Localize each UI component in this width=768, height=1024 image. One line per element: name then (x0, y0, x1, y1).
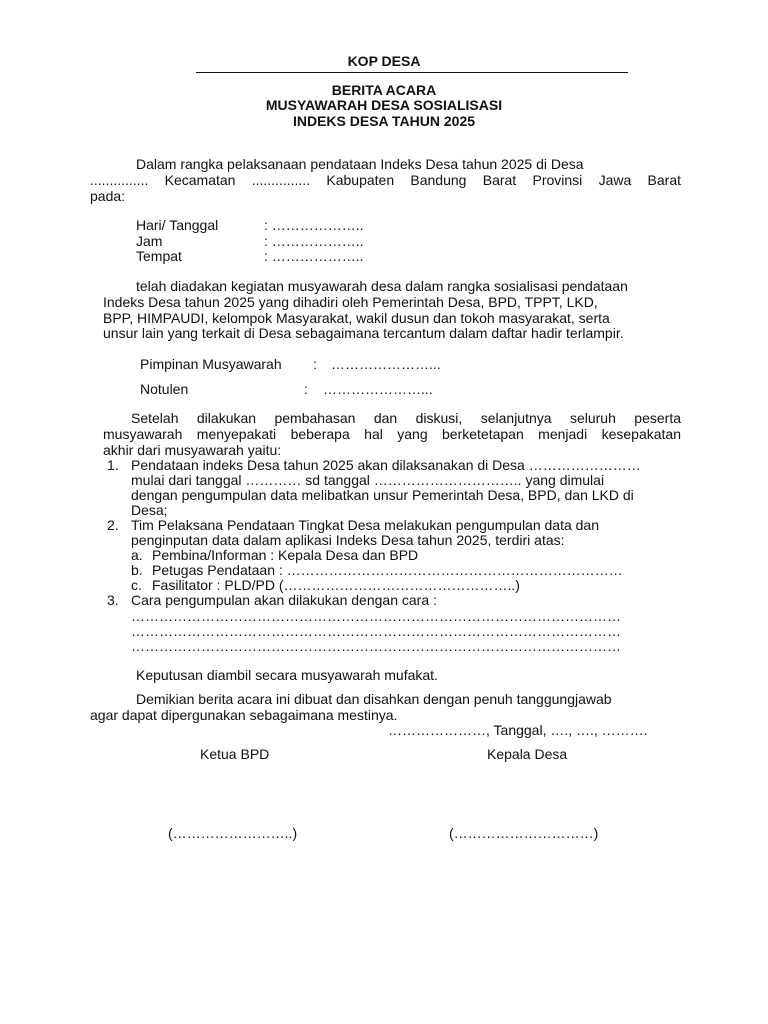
para3-line-1: Setelah dilakukan pembahasan dan diskusi, selanjutnya seluruh peserta (131, 410, 681, 426)
schedule-value-date: : ……………….. (264, 217, 364, 233)
notulen-colon: : (304, 381, 308, 397)
kop-desa: KOP DESA (347, 53, 421, 69)
intro-line-2: ............... Kecamatan ............... Kabupaten Bandung Barat Provinsi Jawa Barat (90, 172, 681, 188)
chair-label: Pimpinan Musyawarah (140, 356, 282, 372)
para3-line-3: akhir dari musyawarah yaitu: (103, 442, 282, 458)
item-2-sub-a: Pembina/Informan : Kepala Desa dan BPD (152, 547, 419, 563)
chair-colon: : (313, 356, 317, 372)
decision-text: Keputusan diambil secara musyawarah mufakat. (136, 667, 438, 683)
item-2-sub-a-marker: a. (131, 547, 143, 563)
item-1-line-1: Pendataan indeks Desa tahun 2025 akan dilaksanakan di Desa …………………… (131, 457, 641, 473)
document-subtitle-2: INDEKS DESA TAHUN 2025 (292, 113, 476, 129)
item-1-line-4: Desa; (131, 502, 168, 518)
item-1-line-2: mulai dari tanggal ………… sd tanggal ………………………….. yang dimulai (131, 472, 605, 488)
item-2-line-1: Tim Pelaksana Pendataan Tingkat Desa melakukan pengumpulan data dan (131, 517, 600, 533)
signature-title-bpd: Ketua BPD (200, 746, 270, 762)
item-3-number: 3. (107, 592, 119, 608)
closing-line-2: agar dapat dipergunakan sebagaimana mestinya. (90, 707, 398, 723)
document-subtitle: MUSYAWARAH DESA SOSIALISASI (265, 97, 503, 113)
schedule-label-time: Jam (136, 233, 163, 249)
schedule-label-place: Tempat (136, 248, 182, 264)
item-1-number: 1. (107, 457, 119, 473)
item-3-dots-3: …………………………………………………………………………………………… (131, 638, 621, 654)
item-2-sub-c: Fasilitator : PLD/PD (…………………………………………..) (152, 577, 520, 593)
place-date: …………………, Tanggal, …., …., ………. (388, 722, 648, 738)
closing-line-1: Demikian berita acara ini dibuat dan disahkan dengan penuh tanggungjawab (136, 691, 612, 707)
intro-line-1: Dalam rangka pelaksanaan pendataan Indeks Desa tahun 2025 di Desa (136, 156, 584, 172)
chair-value: …………………... (331, 356, 441, 372)
para2-line-3: BPP, HIMPAUDI, kelompok Masyarakat, wakil dusun dan tokoh masyarakat, serta (103, 310, 610, 326)
schedule-value-place: : ……………….. (264, 248, 364, 264)
intro-line-3: pada: (90, 188, 126, 204)
para2-line-1: telah diadakan kegiatan musyawarah desa dalam rangka sosialisasi pendataan (136, 278, 628, 294)
item-2-sub-b-marker: b. (131, 562, 143, 578)
item-2-sub-b: Petugas Pendataan : ……………………………………………………………… (152, 562, 623, 578)
signature-name-kepala-desa: (…………………………) (449, 825, 599, 841)
signature-title-kepala-desa: Kepala Desa (487, 746, 568, 762)
item-1-line-3: dengan pengumpulan data melibatkan unsur Pemerintah Desa, BPD, dan LKD di (131, 487, 634, 503)
notulen-value: …………………... (323, 381, 433, 397)
document-title: BERITA ACARA (331, 82, 437, 98)
item-2-line-2: penginputan data dalam aplikasi Indeks Desa tahun 2025, terdiri atas: (131, 532, 565, 548)
para2-line-2: Indeks Desa tahun 2025 yang dihadiri oleh Pemerintah Desa, BPD, TPPT, LKD, (103, 294, 598, 310)
item-2-number: 2. (107, 517, 119, 533)
para2-line-4: unsur lain yang terkait di Desa sebagaimana tercantum dalam daftar hadir terlampir. (103, 325, 624, 341)
item-2-sub-c-marker: c. (131, 577, 142, 593)
para3-line-2: musyawarah menyepakati beberapa hal yang berketetapan menjadi kesepakatan (103, 426, 681, 442)
header-divider (196, 72, 628, 73)
item-3-dots-2: …………………………………………………………………………………………… (131, 623, 621, 639)
schedule-label-date: Hari/ Tanggal (136, 217, 219, 233)
schedule-value-time: : ……………….. (264, 233, 364, 249)
notulen-label: Notulen (140, 381, 189, 397)
item-3-line-1: Cara pengumpulan akan dilakukan dengan cara : (131, 592, 437, 608)
signature-name-bpd: (……………………..) (168, 825, 298, 841)
item-3-dots-1: …………………………………………………………………………………………… (131, 608, 621, 624)
